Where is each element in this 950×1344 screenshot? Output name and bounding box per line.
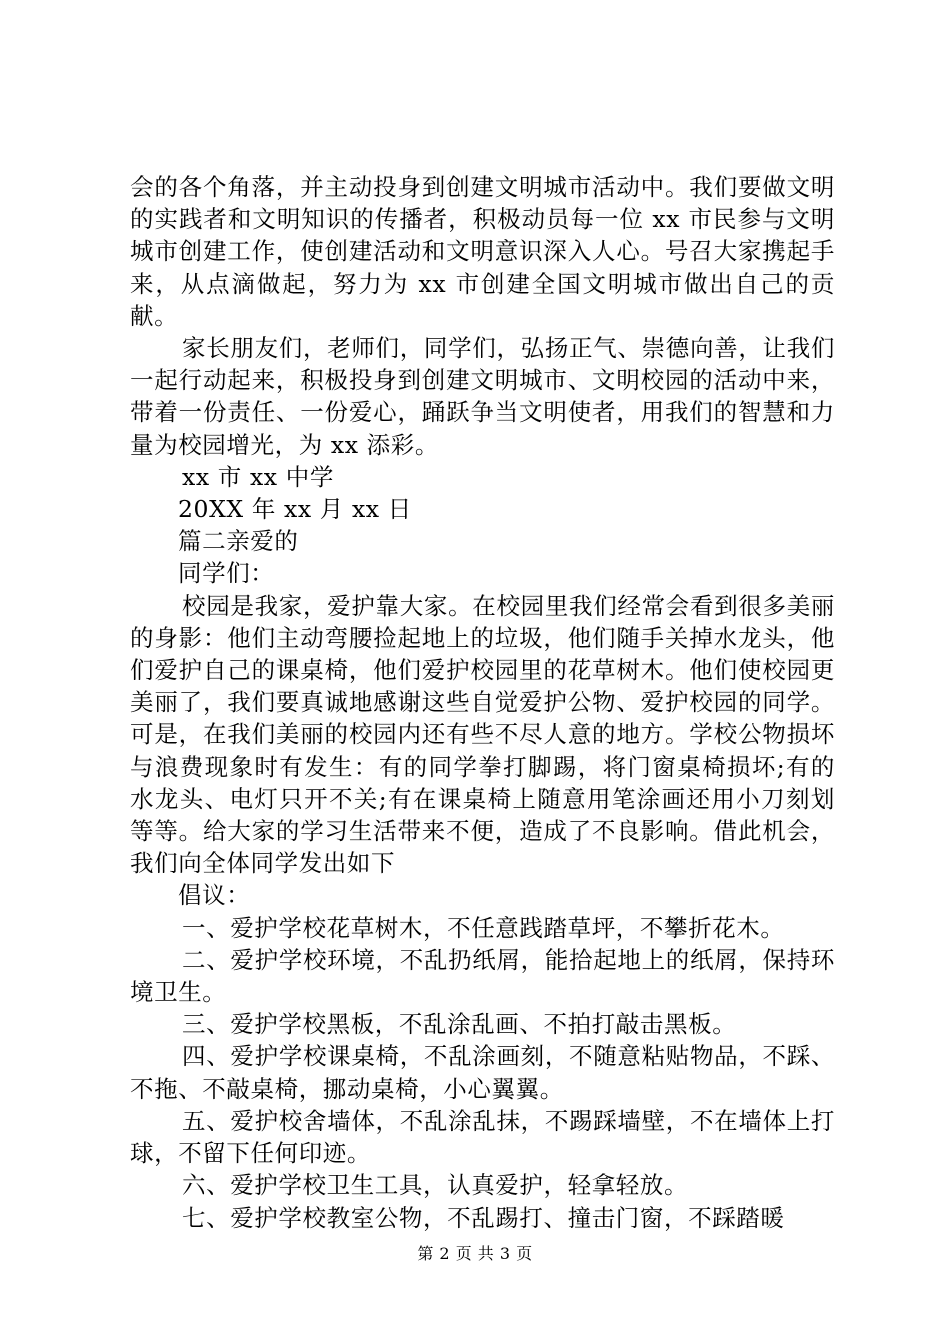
proposal-item-3: 三、爱护学校黑板，不乱涂乱画、不拍打敲击黑板。 [182,1010,737,1039]
proposal-item-7: 七、爱护学校教室公物，不乱踢打、撞击门窗，不踩踏暖 [182,1203,785,1232]
proposal-heading: 倡议： [178,881,251,910]
signature-school: xx 市 xx 中学 [182,462,334,491]
salutation: 同学们： [178,559,275,588]
proposal-item-5: 五、爱护校舍墙体，不乱涂乱抹，不踢踩墙壁，不在墙体上打球，不留下任何印迹。 [130,1106,835,1168]
signature-date: 20XX 年 xx 月 xx 日 [178,495,412,524]
proposal-item-2: 二、爱护学校环境，不乱扔纸屑，能拾起地上的纸屑，保持环境卫生。 [130,945,835,1007]
paragraph-continuation: 会的各个角落，并主动投身到创建文明城市活动中。我们要做文明的实践者和文明知识的传播者，积极动员每一位 xx 市民参与文明城市创建工作，使创建活动和文明意识深入人心。号召大家携起手来，从点滴做起，努力为 xx 市创建全国文明城市做出自己的贡献。 [130,173,835,330]
section-heading: 篇二亲爱的 [178,527,299,556]
page-footer [0,1244,950,1264]
proposal-item-1: 一、爱护学校花草树木，不任意践踏草坪，不攀折花木。 [182,913,785,942]
proposal-item-6: 六、爱护学校卫生工具，认真爱护，轻拿轻放。 [182,1171,689,1200]
paragraph-appeal: 家长朋友们，老师们，同学们，弘扬正气、崇德向善，让我们一起行动起来，积极投身到创建文明城市、文明校园的活动中来，带着一份责任、一份爱心，踊跃争当文明使者，用我们的智慧和力量为校园增光，为 xx 添彩。 [130,334,835,459]
paragraph-intro: 校园是我家，爱护靠大家。在校园里我们经常会看到很多美丽的身影：他们主动弯腰捡起地上的垃圾，他们随手关掉水龙头，他们爱护自己的课桌椅，他们爱护校园里的花草树木。他们使校园更美丽了，我们要真诚地感谢这些自觉爱护公物、爱护校园的同学。可是，在我们美丽的校园内还有些不尽人意的地方。学校公物损坏与浪费现象时有发生：有的同学拳打脚踢，将门窗桌椅损坏;有的水龙头、电灯只开不关;有在课桌椅上随意用笔涂画还用小刀刻划等等。给大家的学习生活带来不便，造成了不良影响。借此机会，我们向全体同学发出如下 [130,591,835,878]
proposal-item-4: 四、爱护学校课桌椅，不乱涂画刻，不随意粘贴物品，不踩、不拖、不敲桌椅，挪动桌椅，小心翼翼。 [130,1042,835,1103]
document-body [130,171,835,1234]
page-number-label: 第 2 页 共 3 页 [417,1244,533,1263]
